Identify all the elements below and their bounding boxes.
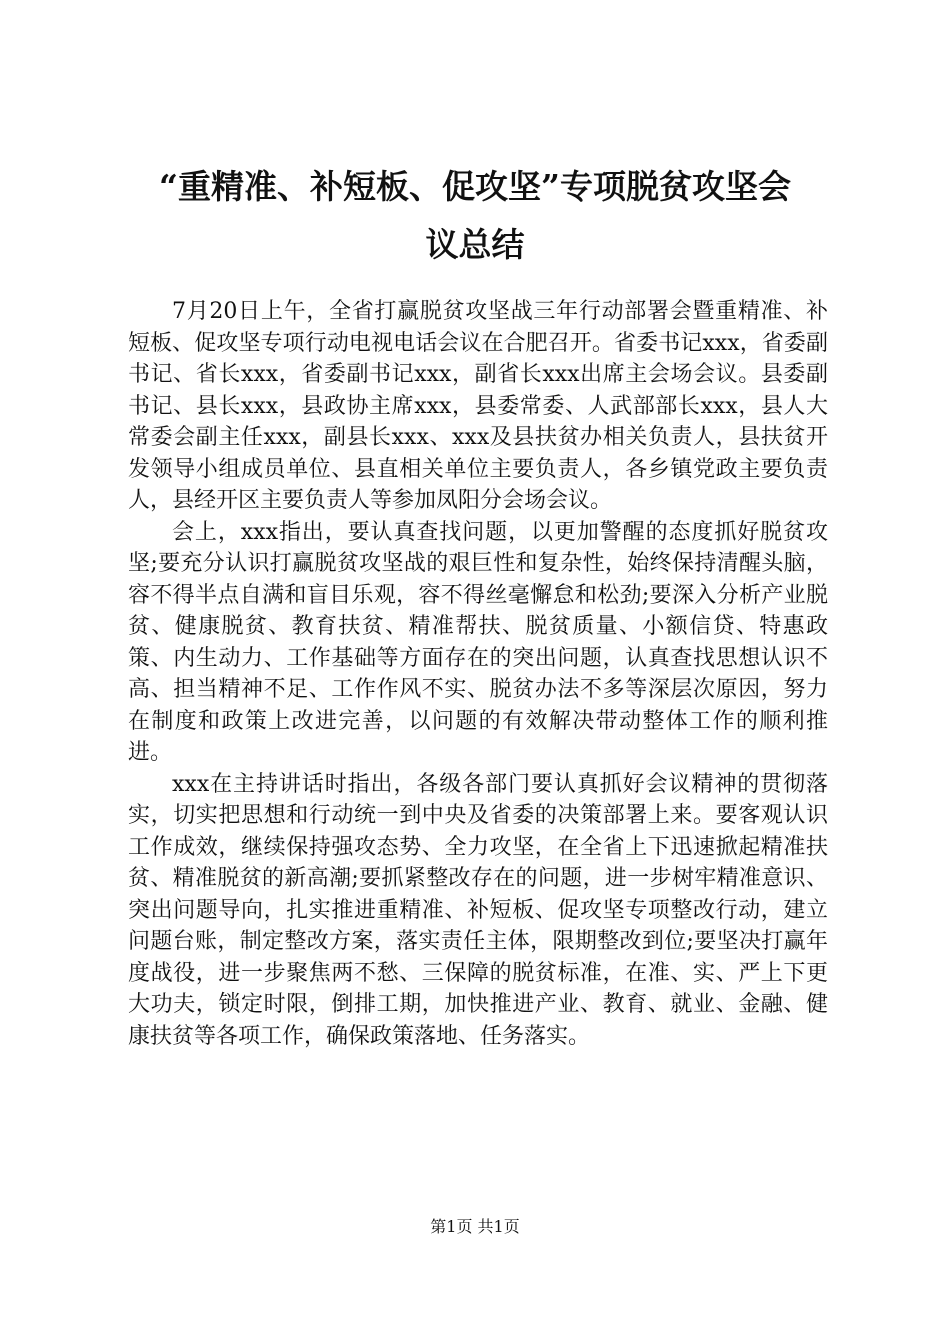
paragraph-1: 7月20日上午，全省打赢脱贫攻坚战三年行动部署会暨重精准、补短板、促攻坚专项行动电视电话会议在合肥召开。省委书记xxx，省委副书记、省长xxx，省委副书记xxx，副省长xxx出席主会场会议。县委副书记、县长xxx，县政协主席xxx，县委常委、人武部部长xxx，县人大常委会副主任xxx，副县长xxx、xxx及县扶贫办相关负责人，县扶贫开发领导小组成员单位、县直相关单位主要负责人，各乡镇党政主要负责人，县经开区主要负责人等参加凤阳分会场会议。 bbox=[128, 299, 828, 513]
document-title bbox=[120, 158, 830, 274]
title-line-2: 议总结 bbox=[425, 225, 525, 264]
page-number-footer: 第1页 共1页 bbox=[430, 1217, 520, 1236]
title-line-1: “重精准、补短板、促攻坚”专项脱贫攻坚会 bbox=[159, 167, 791, 206]
paragraph-2: 会上，xxx指出，要认真查找问题，以更加警醒的态度抓好脱贫攻坚;要充分认识打赢脱贫攻坚战的艰巨性和复杂性，始终保持清醒头脑，容不得半点自满和盲目乐观，容不得丝毫懈怠和松劲;要深入分析产业脱贫、健康脱贫、教育扶贫、精准帮扶、脱贫质量、小额信贷、特惠政策、内生动力、工作基础等方面存在的突出问题，认真查找思想认识不高、担当精神不足、工作作风不实、脱贫办法不多等深层次原因，努力在制度和政策上改进完善，以问题的有效解决带动整体工作的顺利推进。 bbox=[128, 519, 828, 765]
paragraph-3: xxx在主持讲话时指出，各级各部门要认真抓好会议精神的贯彻落实，切实把思想和行动统一到中央及省委的决策部署上来。要客观认识工作成效，继续保持强攻态势、全力攻坚，在全省上下迅速掀起精准扶贫、精准脱贫的新高潮;要抓紧整改存在的问题，进一步树牢精准意识、突出问题导向，扎实推进重精准、补短板、促攻坚专项整改行动，建立问题台账，制定整改方案，落实责任主体，限期整改到位;要坚决打赢年度战役，进一步聚焦两不愁、三保障的脱贫标准，在准、实、严上下更大功夫，锁定时限，倒排工期，加快推进产业、教育、就业、金融、健康扶贫等各项工作，确保政策落地、任务落实。 bbox=[128, 771, 828, 1049]
document-body bbox=[128, 296, 828, 1052]
